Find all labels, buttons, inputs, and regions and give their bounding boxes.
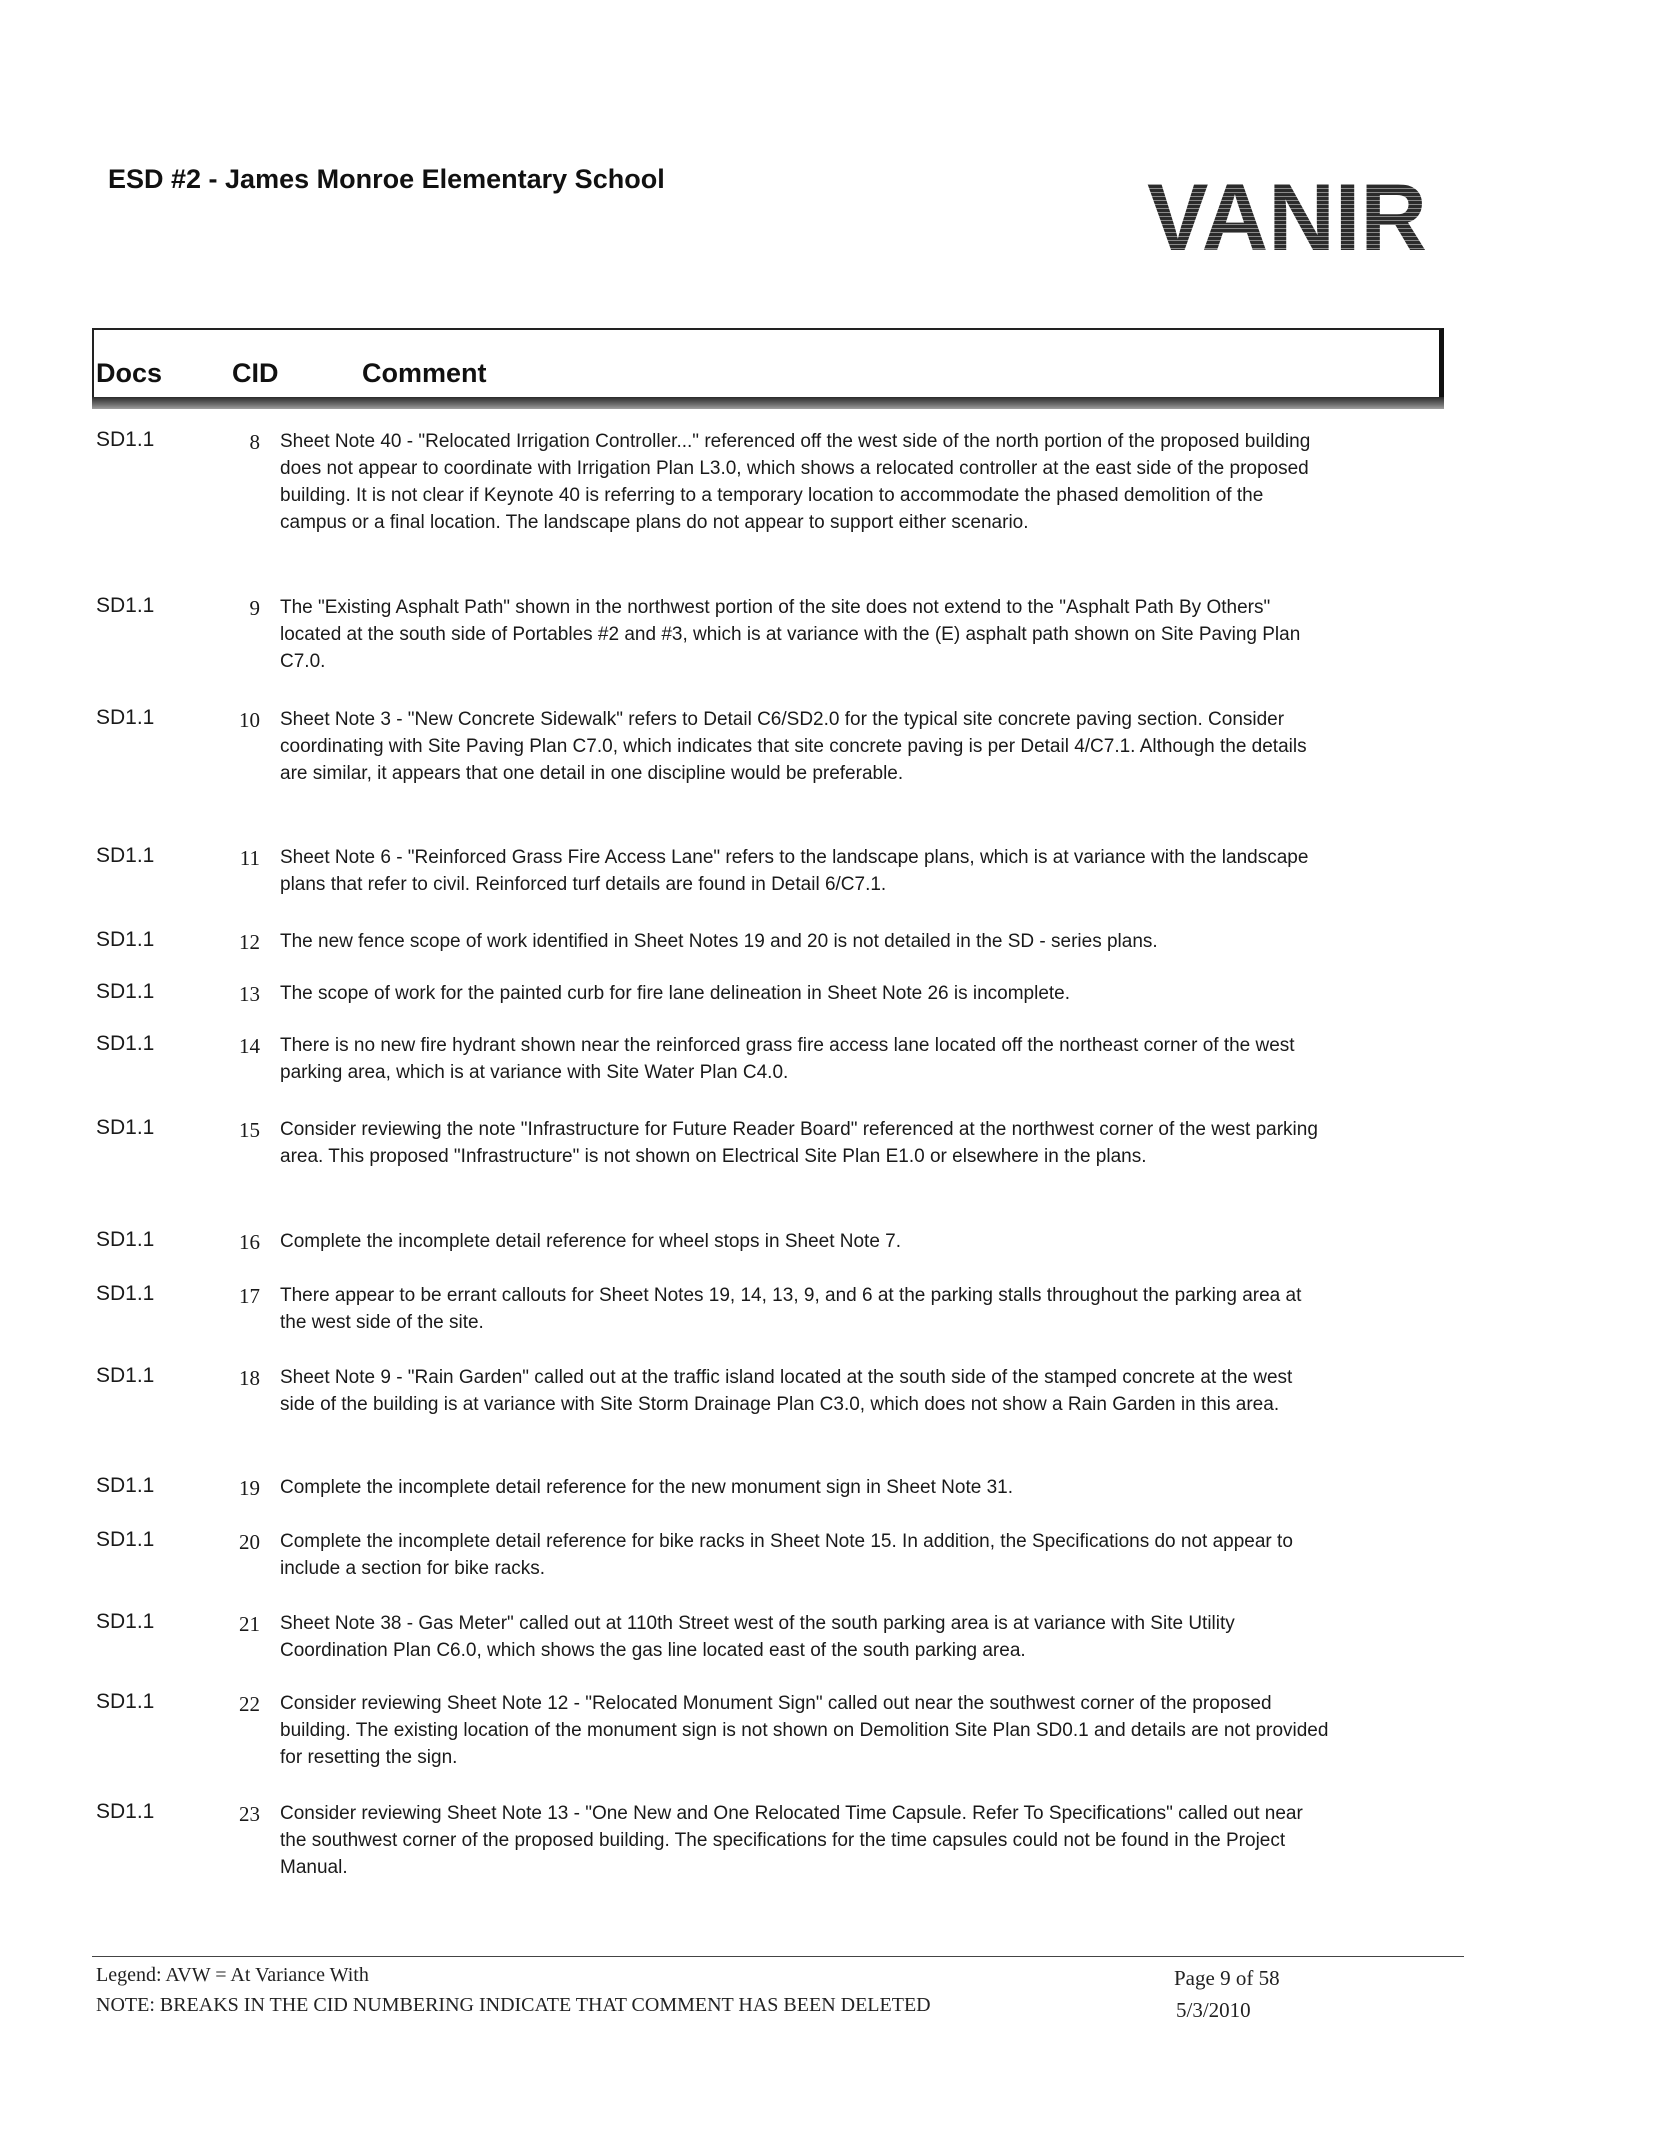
row-doc: SD1.1 [96,928,155,951]
row-comment: Consider reviewing Sheet Note 12 - "Relocated Monument Sign" called out near the southwest corner of the proposed building. The existing location of the monument sign is not shown on Demolition Site Plan SD0.1 and details are not provided for resetting the sign. [280,1693,1329,1768]
footer-legend: Legend: AVW = At Variance With [96,1964,369,1986]
row-comment: The new fence scope of work identified in Sheet Notes 19 and 20 is not detailed in the SD - series plans. [280,931,1158,952]
row-comment: The "Existing Asphalt Path" shown in the northwest portion of the site does not extend to the "Asphalt Path By Others" located at the south side of Portables #2 and #3, which is at variance with the (E) asphalt path shown on Site Paving Plan C7.0. [280,597,1301,672]
row-doc: SD1.1 [96,1228,155,1251]
row-doc: SD1.1 [96,1116,155,1139]
row-doc: SD1.1 [96,1474,155,1497]
row-doc: SD1.1 [96,844,155,867]
footer-date: 5/3/2010 [1176,1998,1251,2022]
row-doc: SD1.1 [96,428,155,451]
footer-note: NOTE: BREAKS IN THE CID NUMBERING INDICATE THAT COMMENT HAS BEEN DELETED [96,1994,931,2016]
row-cid: 22 [239,1692,260,1716]
row-comment: Sheet Note 38 - Gas Meter" called out at 110th Street west of the south parking area is at variance with Site Utility Coordination Plan C6.0, which shows the gas line located east of the south parking area. [280,1613,1235,1661]
row-comment: Sheet Note 9 - "Rain Garden" called out at the traffic island located at the south side of the stamped concrete at the west side of the building is at variance with Site Storm Drainage Plan C3.0, which does not show a Rain Garden in this area. [280,1367,1293,1415]
row-comment: Complete the incomplete detail reference for the new monument sign in Sheet Note 31. [280,1477,1013,1498]
column-header-comment: Comment [362,358,487,388]
row-doc: SD1.1 [96,1690,155,1713]
row-comment: Sheet Note 40 - "Relocated Irrigation Controller..." referenced off the west side of the north portion of the proposed building does not appear to coordinate with Irrigation Plan L3.0, which shows a relocated controller at the east side of the proposed building. It is not clear if Keynote 40 is referring to a temporary location to accommodate the phased demolition of the campus or a final location. The landscape plans do not appear to support either scenario. [280,431,1311,533]
row-doc: SD1.1 [96,706,155,729]
row-cid: 12 [239,930,260,954]
row-comment: There is no new fire hydrant shown near the reinforced grass fire access lane located off the northeast corner of the west parking area, which is at variance with Site Water Plan C4.0. [280,1035,1295,1083]
row-doc: SD1.1 [96,1800,155,1823]
page-number: Page 9 of 58 [1174,1966,1280,1990]
row-cid: 18 [239,1366,260,1390]
row-cid: 21 [239,1612,260,1636]
row-doc: SD1.1 [96,980,155,1003]
row-doc: SD1.1 [96,1610,155,1633]
row-comment: The scope of work for the painted curb for fire lane delineation in Sheet Note 26 is incomplete. [280,983,1071,1004]
row-doc: SD1.1 [96,1282,155,1305]
row-comment: Complete the incomplete detail reference for bike racks in Sheet Note 15. In addition, the Specifications do not appear to include a section for bike racks. [280,1531,1293,1579]
row-cid: 23 [239,1802,260,1826]
document-title: ESD #2 - James Monroe Elementary School [108,164,665,194]
row-comment: Complete the incomplete detail reference for wheel stops in Sheet Note 7. [280,1231,902,1252]
row-cid: 11 [239,846,260,870]
footer-rule [92,1956,1464,1957]
row-comment: There appear to be errant callouts for Sheet Notes 19, 14, 13, 9, and 6 at the parking stalls throughout the parking area at the west side of the site. [280,1285,1302,1333]
logo-text: VANIR [1147,172,1427,262]
row-doc: SD1.1 [96,1032,155,1055]
row-cid: 10 [239,708,260,732]
row-doc: SD1.1 [96,1364,155,1387]
row-comment: Consider reviewing the note "Infrastructure for Future Reader Board" referenced at the northwest corner of the west parking area. This proposed "Infrastructure" is not shown on Electrical Site Plan E1.0 or elsewhere in the plans. [280,1119,1318,1167]
row-doc: SD1.1 [96,1528,155,1551]
row-cid: 14 [239,1034,260,1058]
column-header-cid: CID [232,358,279,388]
row-cid: 17 [239,1284,260,1308]
row-cid: 9 [249,596,260,620]
row-comment: Sheet Note 6 - "Reinforced Grass Fire Access Lane" refers to the landscape plans, which is at variance with the landscape plans that refer to civil. Reinforced turf details are found in Detail 6/C7.1. [280,847,1309,895]
row-cid: 19 [239,1476,260,1500]
row-cid: 8 [249,430,260,454]
row-cid: 15 [239,1118,260,1142]
row-cid: 13 [239,982,260,1006]
row-comment: Sheet Note 3 - "New Concrete Sidewalk" refers to Detail C6/SD2.0 for the typical site concrete paving section. Consider coordinating with Site Paving Plan C7.0, which indicates that site concrete paving is per Detail 4/C7.1. Although the details are similar, it appears that one detail in one discipline would be preferable. [280,709,1307,784]
row-doc: SD1.1 [96,594,155,617]
row-cid: 20 [239,1530,260,1554]
column-header-docs: Docs [96,358,163,388]
row-cid: 16 [239,1230,260,1254]
row-comment: Consider reviewing Sheet Note 13 - "One New and One Relocated Time Capsule. Refer To Specifications" called out near the southwest corner of the proposed building. The specifications for the time capsules could not be found in the Project Manual. [280,1803,1303,1878]
